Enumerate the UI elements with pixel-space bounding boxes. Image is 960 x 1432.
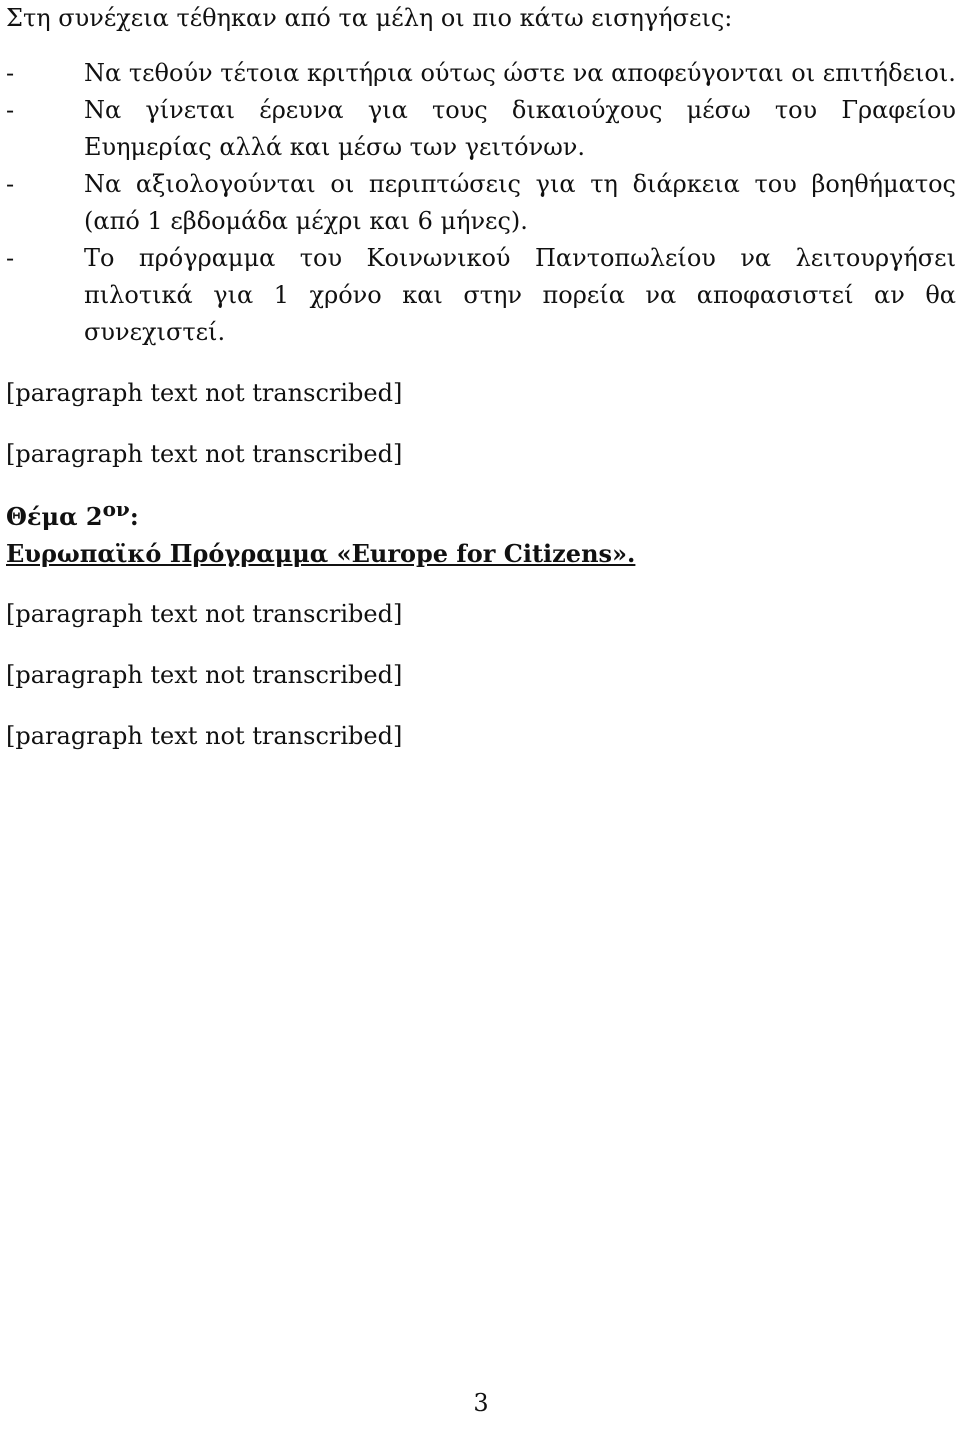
proposal-text: Το πρόγραμμα του Κοινωνικού Παντοπωλείου να λειτουργήσει πιλοτικά για 1 χρόνο και στην πορεία να αποφασιστεί αν θα συνεχιστεί.: [84, 244, 956, 346]
proposal-item: [6, 92, 956, 166]
paragraph: [paragraph text not transcribed]: [6, 379, 403, 407]
list-dash: -: [6, 59, 15, 87]
list-dash: -: [6, 244, 15, 272]
spacer: [6, 412, 956, 436]
spacer: [6, 351, 956, 375]
proposal-text: Να γίνεται έρευνα για τους δικαιούχους μέσω του Γραφείου Ευημερίας αλλά και μέσω των γειτόνων.: [84, 96, 956, 161]
paragraph: [paragraph text not transcribed]: [6, 722, 403, 750]
spacer: [6, 633, 956, 657]
topic-superscript: ον: [102, 497, 130, 521]
proposal-text: Να αξιολογούνται οι περιπτώσεις για τη διάρκεια του βοηθήματος (από 1 εβδομάδα μέχρι και 6 μήνες).: [84, 170, 956, 235]
topic-colon: :: [129, 502, 139, 531]
list-dash: -: [6, 170, 15, 198]
spacer: [6, 694, 956, 718]
topic-title: Ευρωπαϊκό Πρόγραμμα «Europe for Citizens».: [6, 539, 636, 568]
list-dash: -: [6, 96, 15, 124]
topic-label-text: Θέμα 2: [6, 502, 103, 531]
proposal-item: [6, 166, 956, 240]
proposal-item: [6, 55, 956, 92]
paragraph: [paragraph text not transcribed]: [6, 600, 403, 628]
document-page: [6, 0, 956, 1432]
page-number: 3: [473, 1389, 489, 1417]
paragraph: [paragraph text not transcribed]: [6, 661, 403, 689]
spacer: [6, 572, 956, 596]
spacer: [6, 473, 956, 491]
proposal-item: [6, 240, 956, 351]
paragraph: [paragraph text not transcribed]: [6, 440, 403, 468]
topic-label: [6, 491, 956, 535]
spacer: [6, 37, 956, 55]
intro-line: Στη συνέχεια τέθηκαν από τα μέλη οι πιο κάτω εισηγήσεις:: [6, 4, 733, 32]
proposal-text: Να τεθούν τέτοια κριτήρια ούτως ώστε να αποφεύγονται οι επιτήδειοι.: [84, 59, 956, 87]
